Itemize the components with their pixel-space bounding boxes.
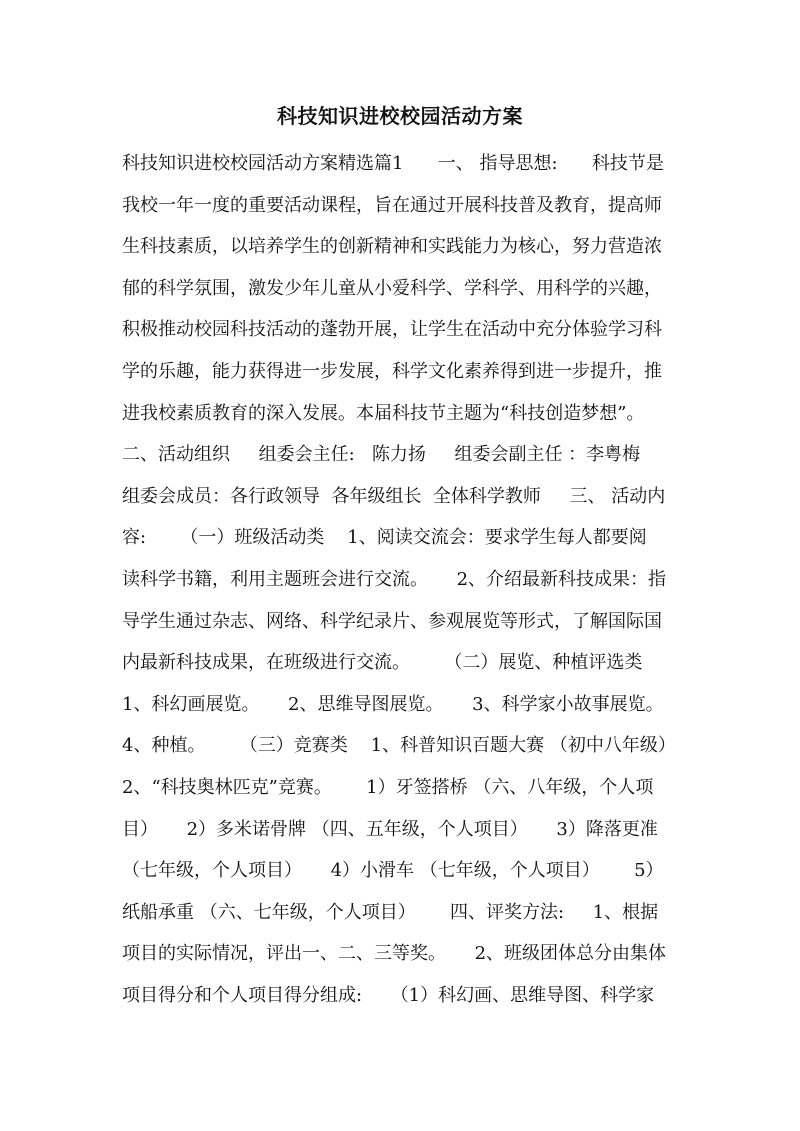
body-line: 我校一年一度的重要活动课程，旨在通过开展科技普及教育，提高师 [122,194,662,216]
body-line: 读科学书籍，利用主题班会进行交流。 2、介绍最新科技成果：指 [122,568,667,590]
body-line: 二、活动组织 组委会主任: 陈力扬 组委会副主任 ：李粤梅 [122,444,641,466]
body-line: 2、“科技奥林匹克”竞赛。 1）牙签搭桥 （六、八年级，个人项 [122,776,654,798]
body-line: 1、科幻画展览。 2、思维导图展览。 3、科学家小故事展览。 [122,693,664,715]
body-line: 郁的科学氛围，激发少年儿童从小爱科学、学科学、用科学的兴趣， [122,277,662,299]
body-line: 内最新科技成果，在班级进行交流。 （二）展览、种植评选类 [122,652,643,674]
body-line: 纸船承重 （六、七年级，个人项目） 四、评奖方法: 1、根据 [122,901,659,923]
body-line: 项目得分和个人项目得分组成: （1）科幻画、思维导图、科学家 [122,984,655,1006]
body-line: 容: （一）班级活动类 1、阅读交流会：要求学生每人都要阅 [122,527,647,549]
body-line: 科技知识进校校园活动方案精选篇1 一、 指导思想: 科技节是 [122,153,664,174]
body-line: （七年级，个人项目） 4）小滑车 （七年级，个人项目） 5） [122,860,664,882]
body-line: 4、种植。 （三）竞赛类 1、科普知识百题大赛 （初中八年级） [122,735,676,757]
body-line: 导学生通过杂志、网络、科学纪录片、参观展览等形式，了解国际国 [122,610,662,632]
body-line: 积极推动校园科技活动的蓬勃开展，让学生在活动中充分体验学习科 [122,319,662,341]
body-line: 进我校素质教育的深入发展。本届科技节主题为“科技创造梦想”。 [122,402,645,424]
body-line: 目） 2）多米诺骨牌 （四、五年级，个人项目） 3）降落更准 [122,818,658,840]
document-title: 科技知识进校校园活动方案 [277,104,523,128]
body-line: 项目的实际情况，评出一、二、三等奖。 2、班级团体总分由集体 [122,943,667,965]
document-body [122,143,687,1016]
body-line: 学的乐趣，能力获得进一步发展，科学文化素养得到进一步提升，推 [122,360,662,382]
body-line: 组委会成员：各行政领导 各年级组长 全体科学教师 三、 活动内 [122,485,666,507]
body-line: 生科技素质，以培养学生的创新精神和实践能力为核心，努力营造浓 [122,236,662,258]
